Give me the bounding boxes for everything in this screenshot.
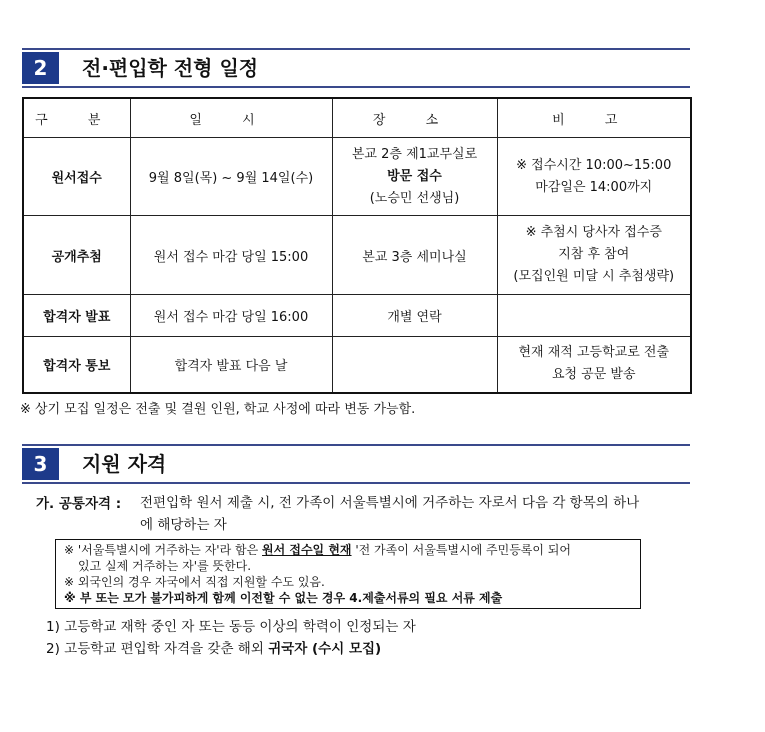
- table-row: [23, 295, 691, 337]
- table-row: [23, 138, 691, 216]
- divider: [22, 48, 690, 50]
- section-2-header: [22, 48, 690, 88]
- list-text: 2) 고등학교 편입학 자격을 갖춘 해외: [46, 641, 269, 657]
- note-line: ※ 추첨시 당사자 접수증: [525, 225, 662, 240]
- row-note: [497, 337, 691, 393]
- column-header: 비 고: [497, 98, 691, 138]
- column-header: 일 시: [130, 98, 332, 138]
- row-note: [497, 216, 691, 295]
- row-place: [332, 337, 497, 393]
- box-emphasis: 원서 접수일 현재: [262, 543, 352, 557]
- row-place: [332, 138, 497, 216]
- residence-note-box: [55, 539, 641, 609]
- place-line: 방문 접수: [387, 168, 442, 184]
- note-line: 마감일은 14:00까지: [535, 179, 653, 195]
- section-number: 3: [22, 448, 59, 480]
- section-number: 2: [22, 52, 59, 84]
- box-line: [64, 542, 640, 558]
- list-item: [46, 638, 416, 660]
- row-place: 개별 연락: [332, 295, 497, 337]
- row-note: [497, 138, 691, 216]
- note-line: 요청 공문 발송: [551, 367, 636, 383]
- place-line: 본교 2층 제1교무실로: [351, 146, 478, 162]
- table-header-row: [23, 98, 691, 138]
- place-line: (노승민 선생님): [369, 190, 460, 206]
- row-category: 원서접수: [23, 138, 130, 216]
- note-line: ※ 접수시간 10:00~15:00: [516, 157, 672, 173]
- divider: [22, 482, 690, 484]
- schedule-table: [22, 97, 692, 394]
- note-line: 현재 재적 고등학교로 전출: [518, 345, 670, 361]
- qualification-label: 가. 공통자격 :: [36, 496, 122, 512]
- table-row: [23, 216, 691, 295]
- row-datetime: 원서 접수 마감 당일 15:00: [130, 216, 332, 295]
- section-title: 지원 자격: [82, 452, 167, 476]
- row-datetime: 합격자 발표 다음 날: [130, 337, 332, 393]
- schedule-note: ※ 상기 모집 일정은 전출 및 결원 인원, 학교 사정에 따라 변동 가능함.: [20, 402, 416, 417]
- box-text: ※ '서울특별시에 거주하는 자'라 함은: [64, 543, 263, 557]
- qualification-list: [46, 616, 416, 660]
- row-note: [497, 295, 691, 337]
- qualification-text: [140, 492, 700, 536]
- row-datetime: 원서 접수 마감 당일 16:00: [130, 295, 332, 337]
- divider: [22, 86, 690, 88]
- row-category: 합격자 발표: [23, 295, 130, 337]
- row-category: 공개추첨: [23, 216, 130, 295]
- row-datetime: 9월 8일(목) ~ 9월 14일(수): [130, 138, 332, 216]
- common-qualification: [36, 492, 696, 533]
- section-3-header: [22, 444, 690, 484]
- box-text: '전 가족이 서울특별시에 주민등록이 되어: [351, 543, 571, 557]
- row-category: 합격자 통보: [23, 337, 130, 393]
- box-line: ※ 외국인의 경우 자국에서 직접 지원할 수도 있음.: [64, 575, 325, 589]
- divider: [22, 444, 690, 446]
- list-item: 1) 고등학교 재학 중인 자 또는 동등 이상의 학력이 인정되는 자: [46, 619, 416, 635]
- section-title: 전·편입학 전형 일정: [82, 56, 259, 80]
- column-header: 장 소: [332, 98, 497, 138]
- list-emphasis: 귀국자 (수시 모집): [268, 641, 382, 657]
- note-line: (모집인원 미달 시 추첨생략): [513, 269, 675, 284]
- row-place: 본교 3층 세미나실: [332, 216, 497, 295]
- column-header: 구 분: [23, 98, 130, 138]
- box-line: ※ 부 또는 모가 불가피하게 함께 이전할 수 없는 경우 4.제출서류의 필요 서류 제출: [64, 591, 503, 605]
- qualification-line: 에 해당하는 자: [140, 517, 227, 533]
- box-line: 있고 실제 거주하는 자'를 뜻한다.: [78, 559, 252, 573]
- note-line: 지참 후 참여: [558, 247, 630, 262]
- table-row: [23, 337, 691, 393]
- qualification-line: 전편입학 원서 제출 시, 전 가족이 서울특별시에 거주하는 자로서 다음 각 항목의 하나: [140, 495, 640, 511]
